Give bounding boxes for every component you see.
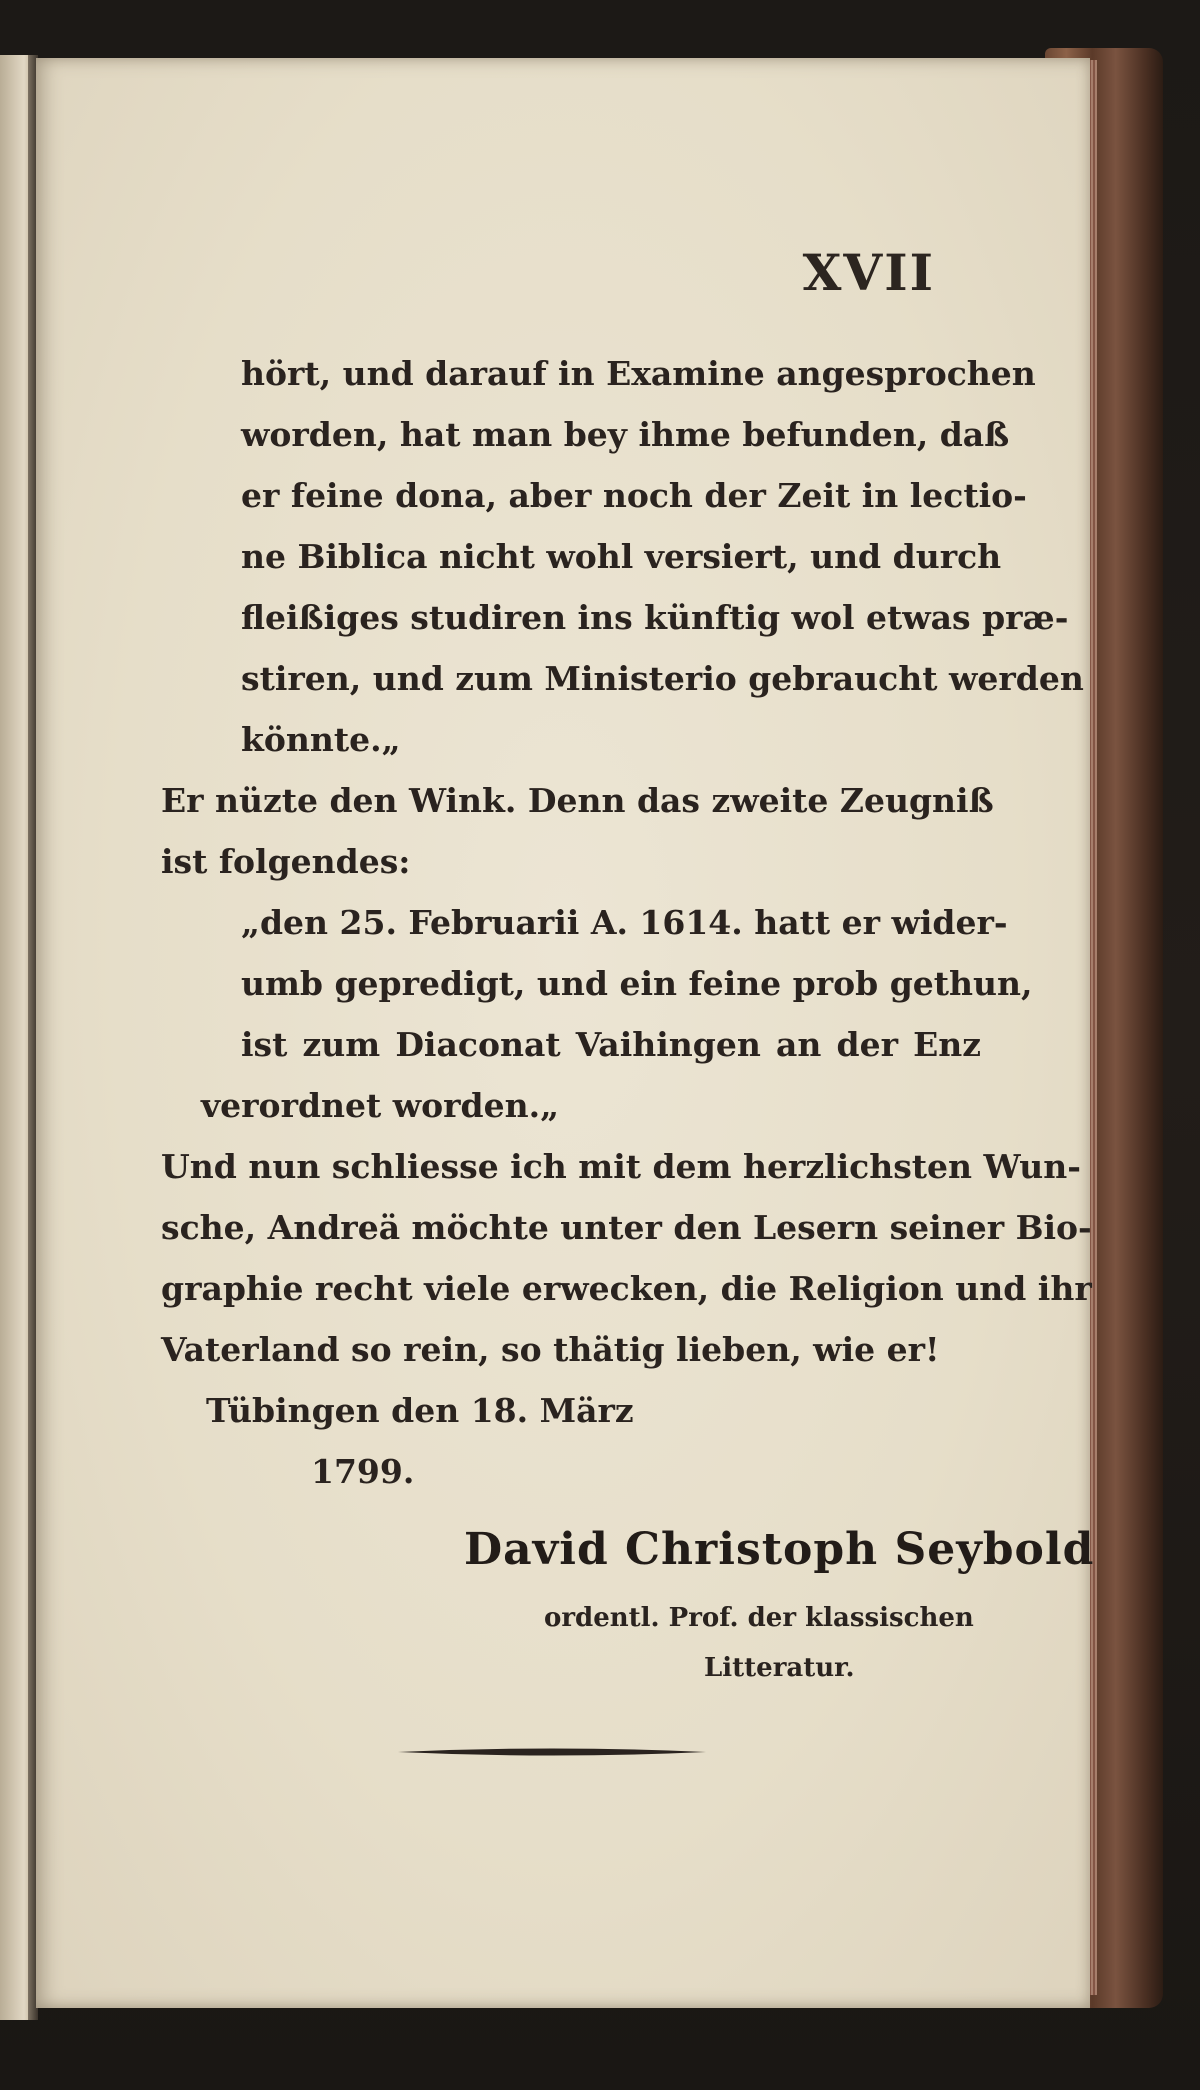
text-line: verordnet worden.„ <box>201 1086 560 1125</box>
text-line: umb gepredigt, und ein feine prob gethun, <box>241 964 1033 1003</box>
text-line: stiren, und zum Ministerio gebraucht werden <box>241 659 1084 698</box>
closing-rule-ornament <box>398 1746 706 1758</box>
text-line: Vaterland so rein, so thätig lieben, wie er! <box>161 1330 940 1369</box>
text-line: Und nun schliesse ich mit dem herzlichsten Wun- <box>161 1147 1081 1186</box>
author-title-line1: ordentl. Prof. der klassischen <box>544 1603 974 1633</box>
author-signature: David Christoph Seybold <box>464 1524 1095 1575</box>
place-date: Tübingen den 18. März <box>206 1391 634 1430</box>
text-line: hört, und darauf in Examine angesprochen <box>241 354 1036 393</box>
body-text <box>161 343 1092 1502</box>
page-number: XVII <box>802 243 935 302</box>
text-line: Er nüzte den Wink. Denn das zweite Zeugniß <box>161 781 994 820</box>
text-line: sche, Andreä möchte unter den Lesern seiner Bio- <box>161 1208 1092 1247</box>
text-line: fleißiges studiren ins künftig wol etwas præ- <box>241 598 1069 637</box>
text-line: könnte.„ <box>241 720 401 759</box>
left-page-sliver <box>0 55 30 2020</box>
text-line: „den 25. Februarii A. 1614. hatt er wider- <box>241 903 1008 942</box>
text-line: er feine dona, aber noch der Zeit in lectio- <box>241 476 1027 515</box>
text-line: ist folgendes: <box>161 842 411 881</box>
text-line: graphie recht viele erwecken, die Religion und ihr <box>161 1269 1092 1308</box>
year: 1799. <box>311 1452 415 1491</box>
text-line: ne Biblica nicht wohl versiert, und durch <box>241 537 1002 576</box>
text-line: worden, hat man bey ihme befunden, daß <box>241 415 1010 454</box>
author-title-line2: Litteratur. <box>704 1653 855 1683</box>
book-page <box>36 58 1095 2008</box>
text-line: ist zum Diaconat Vaihingen an der Enz <box>241 1025 981 1064</box>
